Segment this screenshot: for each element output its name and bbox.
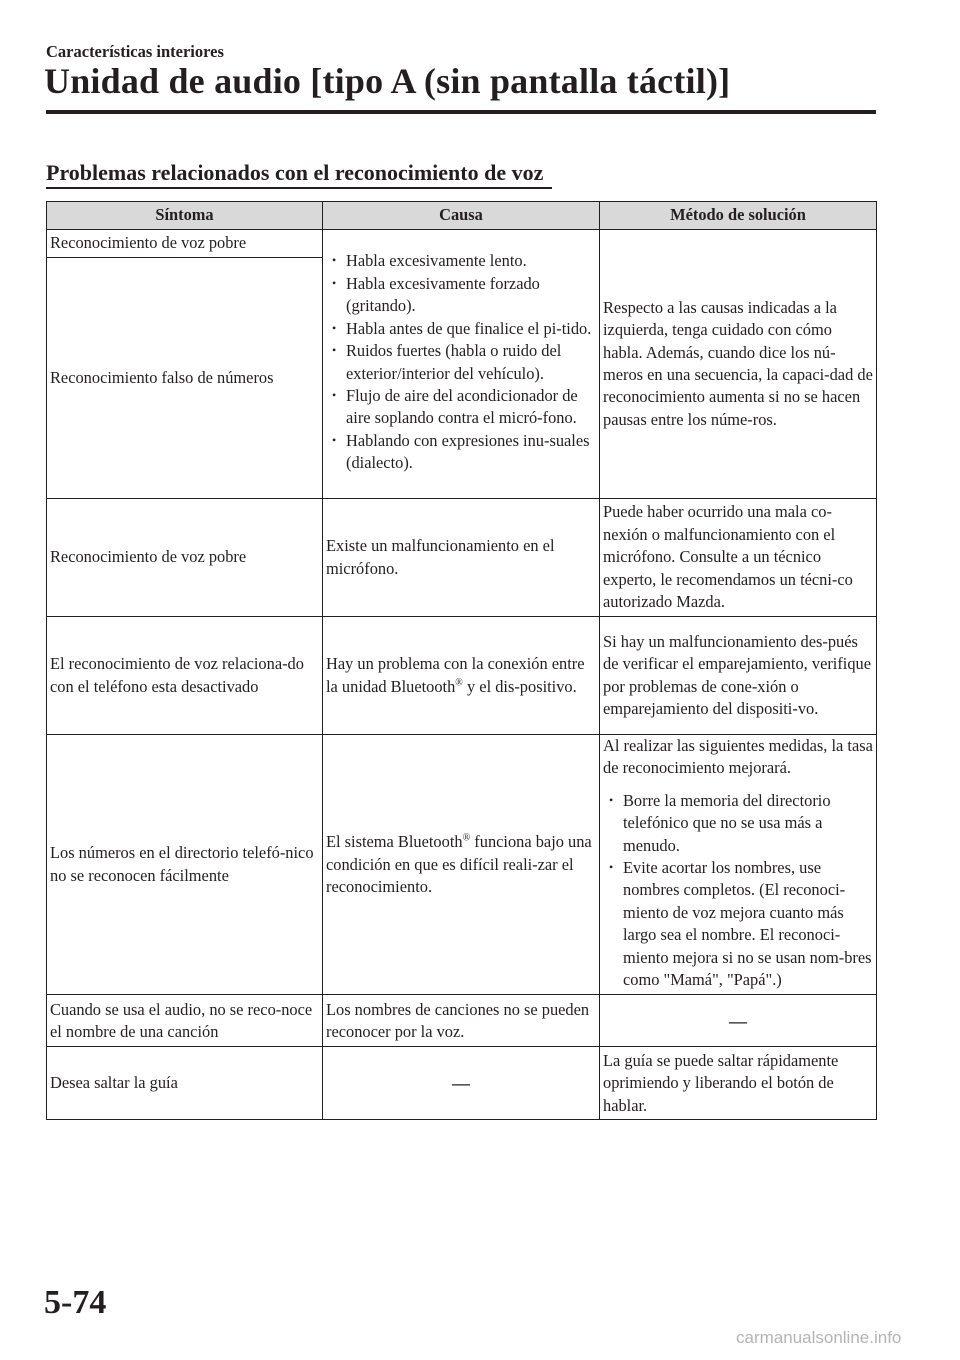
troubleshooting-table	[46, 201, 877, 1120]
solution-cell: La guía se puede saltar rápidamente oprimiendo y liberando el botón de hablar.	[600, 1047, 877, 1120]
cause-cell: —	[323, 1047, 600, 1120]
column-header-solution: Método de solución	[600, 202, 877, 230]
list-item: • Evite acortar los nombres, use nombres completos. (El reconoci-miento de voz mejora cuanto más largo sea el nombre. El reconoci-miento mejora si no se usan nom-bres como "Mamá", "Papá".)	[603, 857, 873, 991]
table-row	[47, 617, 877, 735]
cause-text: El sistema Bluetooth	[326, 832, 463, 852]
cause-cell: Los nombres de canciones no se pueden reconocer por la voz.	[323, 995, 600, 1047]
list-item: • Flujo de aire del acondicionador de aire soplando contra el micró-fono.	[326, 385, 596, 430]
cause-text: y el dis-positivo.	[462, 676, 577, 696]
page-title: Unidad de audio [tipo A (sin pantalla táctil)]	[44, 61, 731, 101]
symptom-cell: Reconocimiento de voz pobre	[47, 230, 323, 258]
solution-cell: —	[600, 995, 877, 1047]
table-row	[47, 1047, 877, 1120]
section-header: Características interiores	[46, 42, 224, 61]
solution-cell: Puede haber ocurrido una mala co-nexión o malfuncionamiento con el micrófono. Consulte a un técnico experto, le recomendamos un técni-co autorizado Mazda.	[600, 499, 877, 617]
symptom-cell: Reconocimiento falso de números	[47, 258, 323, 499]
solution-list	[603, 790, 873, 992]
cause-cell	[323, 735, 600, 995]
list-item: • Ruidos fuertes (habla o ruido del exterior/interior del vehículo).	[326, 340, 596, 385]
solution-cell: Respecto a las causas indicadas a la izquierda, tenga cuidado con cómo habla. Además, cuando dice los nú-meros en una secuencia, la capaci-dad de reconocimiento aumenta si no se hacen pausas entre los núme-ros.	[600, 230, 877, 499]
cause-cell	[323, 617, 600, 735]
watermark: carmanualsonline.info	[736, 1328, 902, 1347]
symptom-cell: El reconocimiento de voz relaciona-do con el teléfono esta desactivado	[47, 617, 323, 735]
table-row	[47, 499, 877, 617]
list-item: • Borre la memoria del directorio telefónico que no se usa más a menudo.	[603, 790, 873, 857]
symptom-cell: Los números en el directorio telefó-nico no se reconocen fácilmente	[47, 735, 323, 995]
solution-cell	[600, 735, 877, 995]
cause-text: Hay un problema con la conexión entre la unidad Bluetooth	[326, 654, 585, 696]
table-row	[47, 735, 877, 995]
list-item: • Hablando con expresiones inu-suales (dialecto).	[326, 430, 596, 475]
list-item: • Habla excesivamente lento.	[326, 250, 596, 272]
column-header-cause: Causa	[323, 202, 600, 230]
registered-mark: ®	[455, 677, 463, 689]
list-item: • Habla excesivamente forzado (gritando).	[326, 273, 596, 318]
solution-cell: Si hay un malfuncionamiento des-pués de verificar el emparejamiento, verifique por problemas de cone-xión o emparejamiento del dispositi-vo.	[600, 617, 877, 735]
list-item: • Habla antes de que finalice el pi-tido.	[326, 318, 596, 340]
cause-cell: Existe un malfuncionamiento en el micrófono.	[323, 499, 600, 617]
table-row	[47, 230, 877, 258]
solution-intro: Al realizar las siguientes medidas, la tasa de reconocimiento mejorará.	[603, 736, 873, 778]
header-divider	[46, 110, 876, 114]
table-row	[47, 995, 877, 1047]
cause-list	[326, 250, 596, 474]
column-header-symptom: Síntoma	[47, 202, 323, 230]
registered-mark: ®	[462, 832, 471, 844]
section-title-underline	[46, 187, 552, 189]
cause-text: funciona bajo una condición en que es difícil reali-zar el reconocimiento.	[326, 832, 592, 896]
symptom-cell: Cuando se usa el audio, no se reco-noce el nombre de una canción	[47, 995, 323, 1047]
section-title: Problemas relacionados con el reconocimiento de voz	[46, 160, 544, 185]
page-number: 5-74	[44, 1284, 107, 1321]
symptom-cell: Desea saltar la guía	[47, 1047, 323, 1120]
symptom-cell: Reconocimiento de voz pobre	[47, 499, 323, 617]
cause-cell	[323, 230, 600, 499]
table-header-row	[47, 202, 877, 230]
